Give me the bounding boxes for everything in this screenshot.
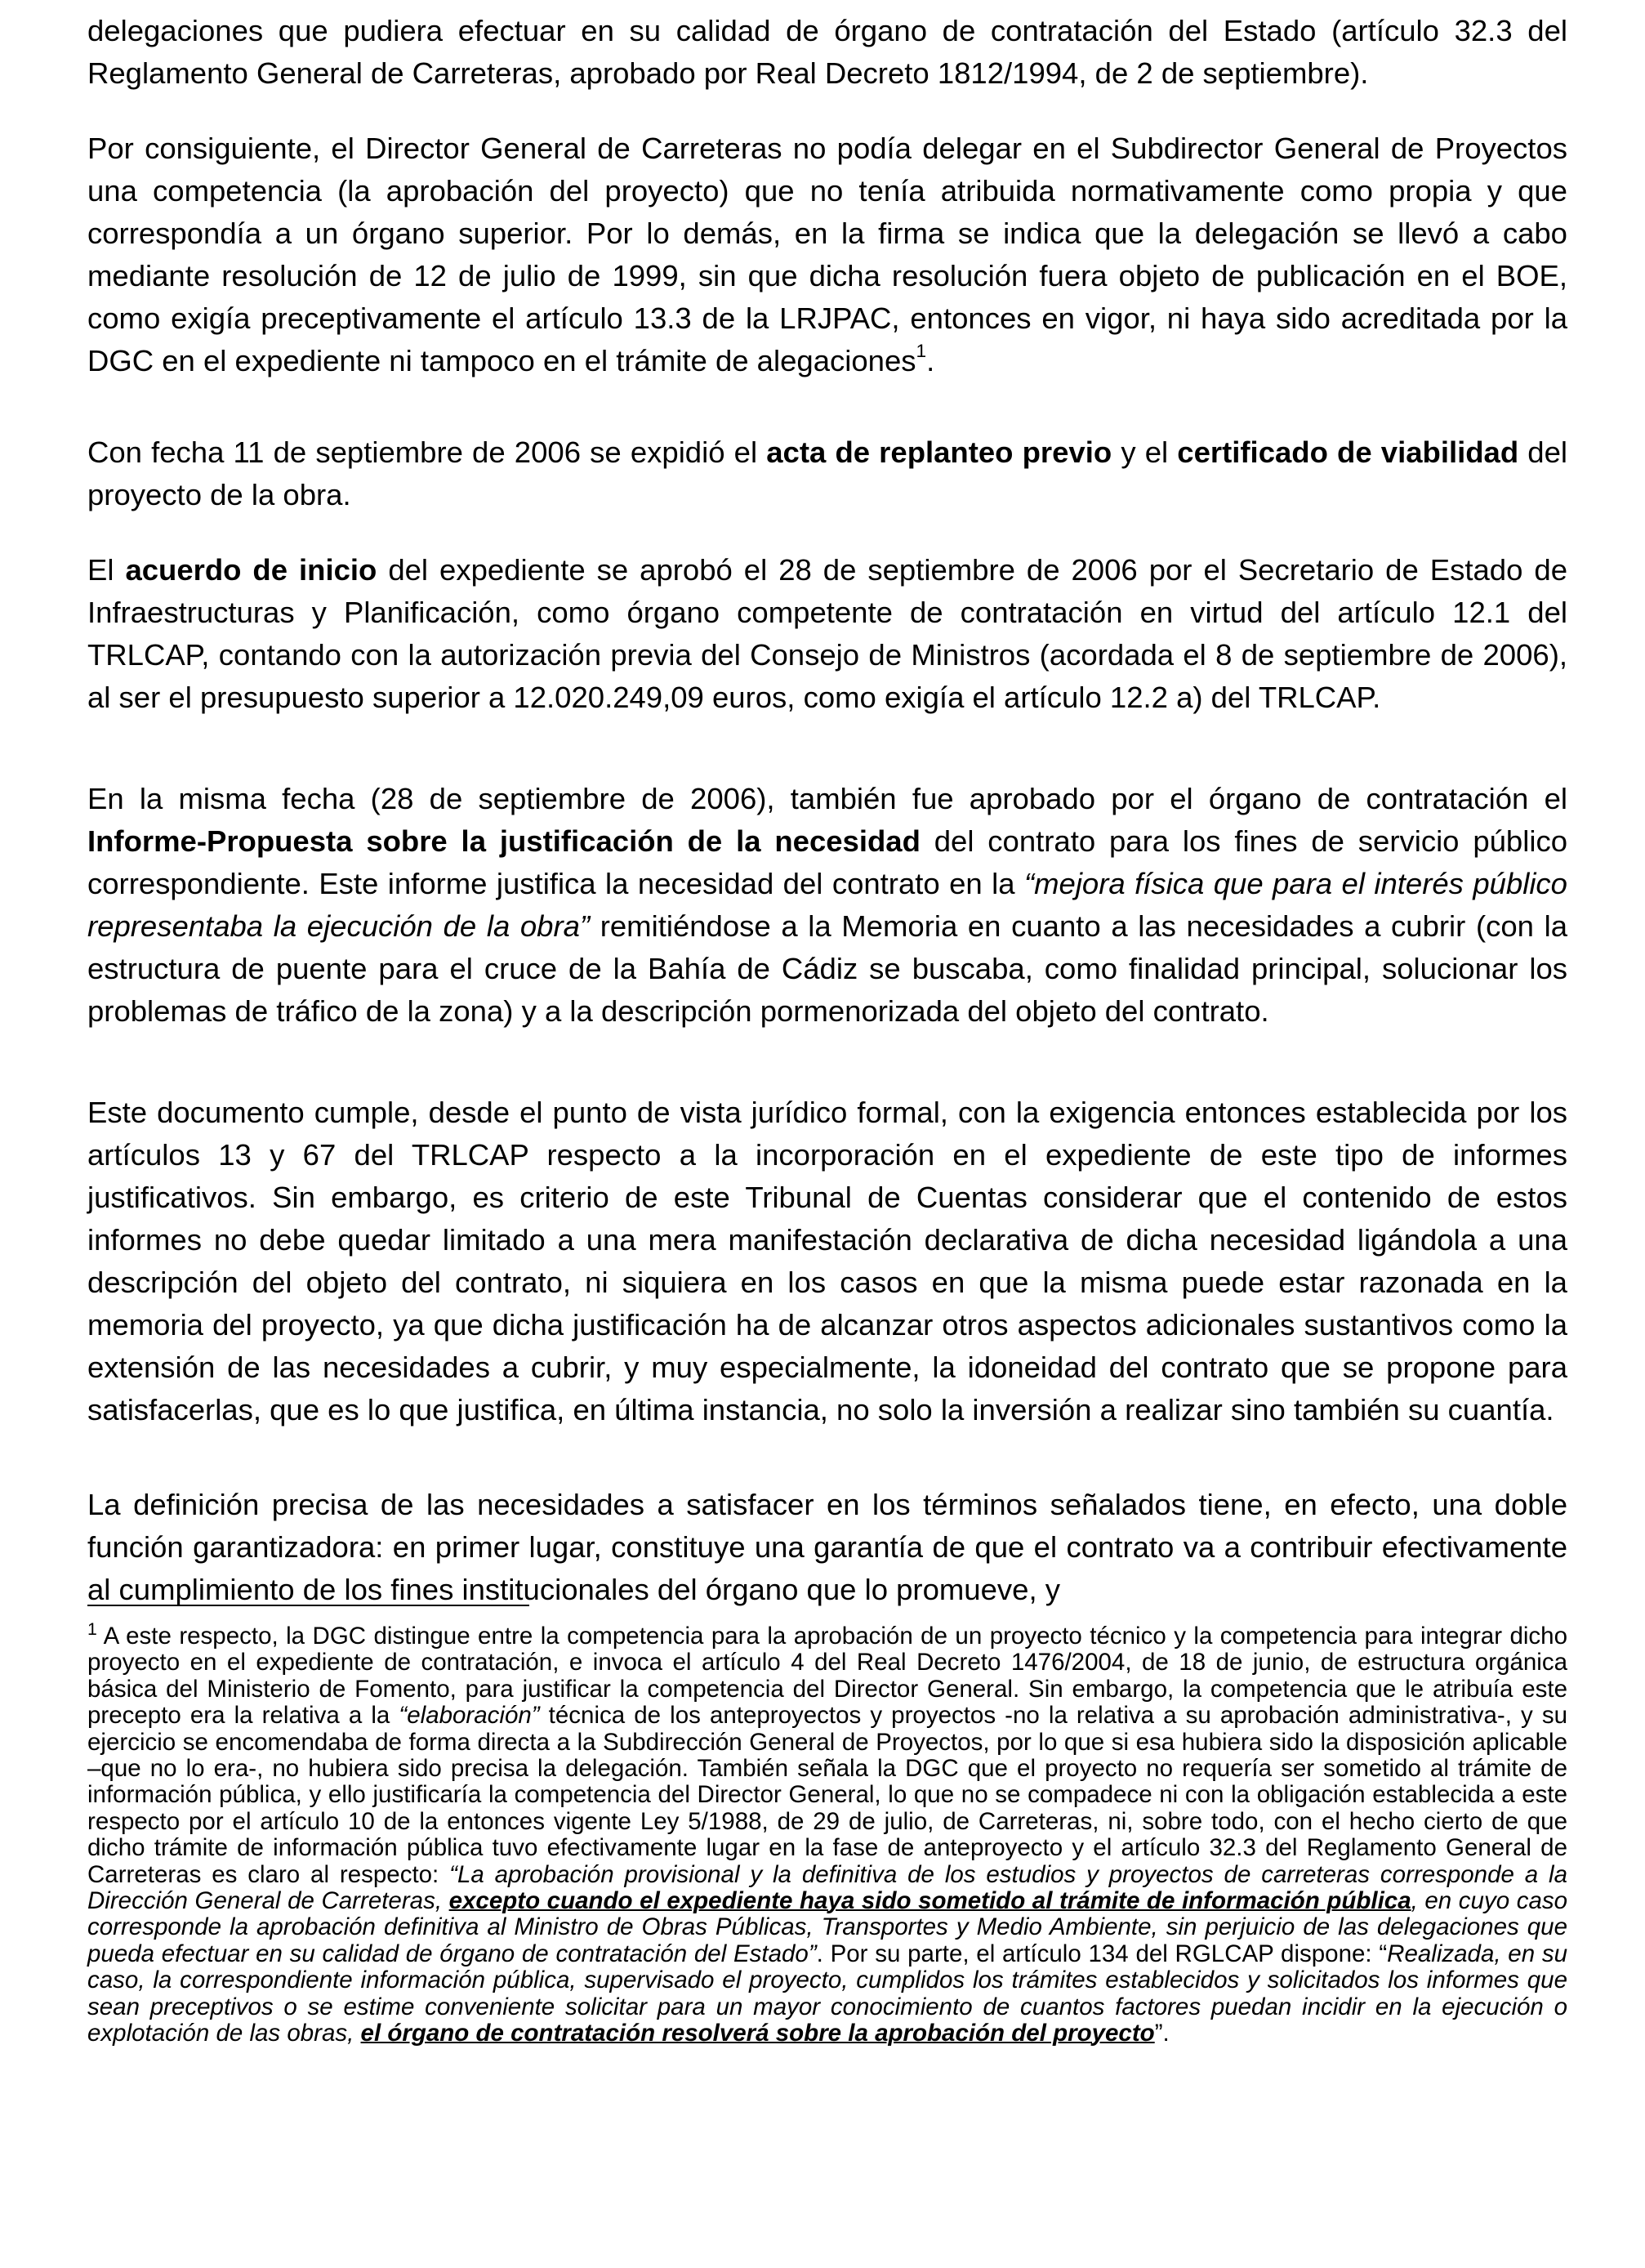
bold-term-acuerdo-inicio: acuerdo de inicio	[125, 553, 377, 587]
footnote-text: . Por su parte, el artículo 134 del RGLCAP dispone: “	[816, 1940, 1388, 1967]
paragraph-text: delegaciones que pudiera efectuar en su calidad de órgano de contratación del Estado (artículo 32.3 del Reglamento General de Carreteras, aprobado por Real Decreto 1812/1994, de 2 de septiembre).	[87, 14, 1567, 90]
footnote-quote: “La aprobación provisional y la definitiva de los estudios y proyectos de carreteras corresponde a la Dirección General de Carreteras,	[87, 1860, 1567, 1915]
footnote-separator	[87, 1605, 529, 1606]
footnote-text: A este respecto, la DGC distingue entre la competencia para la aprobación de un proyecto técnico y la competencia para integrar dicho proyecto en el expediente de contratación, e invoca el artículo 4 del Real Decreto 1476/2004, de 18 de junio, de estructura orgánica básica del Ministerio de Fomento, para justificar la competencia del Director General. Sin embargo, la competencia que le atribuía este precepto era la relativa a la	[87, 1623, 1567, 1730]
bold-term-certificado-viabilidad: certificado de viabilidad	[1177, 435, 1519, 469]
paragraph	[87, 10, 1567, 95]
footnote-reference[interactable]: 1	[916, 341, 927, 362]
footnote	[87, 1619, 1568, 2047]
footnote-quote: Realizada, en su caso, la correspondiente información pública, supervisado el proyecto, cumplidos los trámites establecidos y solicitados los informes que sean preceptivos o se estime conveniente solicitar para un mayor conocimiento de cuantos factores puedan incidir en la ejecución o explotación de las obras,	[87, 1940, 1567, 2047]
paragraph-text: Este documento cumple, desde el punto de vista jurídico formal, con la exigencia entonces establecida por los artículos 13 y 67 del TRLCAP respecto a la incorporación en el expediente de este tipo de informes justificativos. Sin embargo, es criterio de este Tribunal de Cuentas considerar que el contenido de estos informes no debe quedar limitado a una mera manifestación declarativa de dicha necesidad ligándola a una descripción del objeto del contrato, ni siquiera en los casos en que la misma puede estar razonada en la memoria del proyecto, ya que dicha justificación ha de alcanzar otros aspectos adicionales sustantivos como la extensión de las necesidades a cubrir, y muy especialmente, la idoneidad del contrato que se propone para satisfacerlas, que es lo que justifica, en última instancia, no solo la inversión a realizar sino también su cuantía.	[87, 1096, 1567, 1426]
footnote-text: técnica de los anteproyectos y proyectos -no la relativa a su aprobación administrativa-, y su ejercicio se encomendaba de forma directa a la Subdirección General de Proyectos, por lo que si esa hubiera sido la disposición aplicable –que no lo era-, no hubiera sido precisa la delegación. También señala la DGC que el proyecto no requería ser sometido al trámite de información pública, y ello justificaría la competencia del Director General, lo que no se compadece ni con la obligación establecida a este respecto por el artículo 10 de la entonces vigente Ley 5/1988, de 29 de julio, de Carreteras, ni, sobre todo, con el hecho cierto de que dicho trámite de información pública tuvo efectivamente lugar en la fase de anteproyecto y el artículo 32.3 del Reglamento General de Carreteras es claro al respecto:	[87, 1702, 1568, 1888]
paragraph	[87, 778, 1567, 1033]
paragraph	[87, 1092, 1567, 1431]
paragraph	[87, 127, 1567, 382]
paragraph-text: El	[87, 553, 126, 587]
footnote-italic: “elaboración”	[399, 1702, 540, 1730]
bold-term-informe-propuesta: Informe-Propuesta sobre la justificación de la necesidad	[87, 824, 921, 858]
paragraph-text: remitiéndose a la Memoria en cuanto a las necesidades a cubrir (con la estructura de puente para el cruce de la Bahía de Cádiz se buscaba, como finalidad principal, solucionar los problemas de tráfico de la zona) y a la descripción pormenorizada del objeto del contrato.	[87, 909, 1567, 1028]
paragraph	[87, 549, 1567, 719]
bold-term-acta-replanteo: acta de replanteo previo	[766, 435, 1112, 469]
footnote-quote: , en cuyo caso corresponde la aprobación definitiva al Ministro de Obras Públicas, Transportes y Medio Ambiente, sin perjuicio de las delegaciones que pueda efectuar en su calidad de órgano de contratación del Estado”	[87, 1887, 1568, 1967]
paragraph-text: Con fecha 11 de septiembre de 2006 se expidió el	[87, 435, 767, 469]
paragraph-text: del proyecto de la obra.	[87, 435, 1567, 511]
paragraph-text-end: .	[926, 344, 935, 377]
paragraph-text: del contrato para los fines de servicio público correspondiente. Este informe justifica la necesidad del contrato en la	[87, 824, 1567, 900]
paragraph-text: del expediente se aprobó el 28 de septiembre de 2006 por el Secretario de Estado de Infraestructuras y Planificación, como órgano competente de contratación en virtud del artículo 12.1 del TRLCAP, contando con la autorización previa del Consejo de Ministros (acordada el 8 de septiembre de 2006), al ser el presupuesto superior a 12.020.249,09 euros, como exigía el artículo 12.2 a) del TRLCAP.	[87, 553, 1567, 714]
paragraph	[87, 431, 1567, 516]
footnote-text: ”.	[1154, 2020, 1170, 2047]
footnote-number: 1	[87, 1619, 97, 1640]
italic-quote: “mejora física que para el interés público representaba la ejecución de la obra”	[87, 867, 1567, 943]
footnote-emphasis: el órgano de contratación resolverá sobre la aprobación del proyecto	[360, 2020, 1155, 2047]
paragraph	[87, 1484, 1567, 1611]
paragraph-text: Por consiguiente, el Director General de Carreteras no podía delegar en el Subdirector General de Proyectos una competencia (la aprobación del proyecto) que no tenía atribuida normativamente como propia y que correspondía a un órgano superior. Por lo demás, en la firma se indica que la delegación se llevó a cabo mediante resolución de 12 de julio de 1999, sin que dicha resolución fuera objeto de publicación en el BOE, como exigía preceptivamente el artículo 13.3 de la LRJPAC, entonces en vigor, ni haya sido acreditada por la DGC en el expediente ni tampoco en el trámite de alegaciones	[87, 132, 1567, 377]
paragraph-text: La definición precisa de las necesidades a satisfacer en los términos señalados tiene, en efecto, una doble función garantizadora: en primer lugar, constituye una garantía de que el contrato va a contribuir efectivamente al cumplimiento de los fines institucionales del órgano que lo promueve, y	[87, 1488, 1567, 1606]
footnote-emphasis: excepto cuando el expediente haya sido sometido al trámite de información pública	[448, 1887, 1411, 1915]
paragraph-text: En la misma fecha (28 de septiembre de 2006), también fue aprobado por el órgano de contratación el	[87, 782, 1567, 815]
paragraph-text: y el	[1112, 435, 1178, 469]
